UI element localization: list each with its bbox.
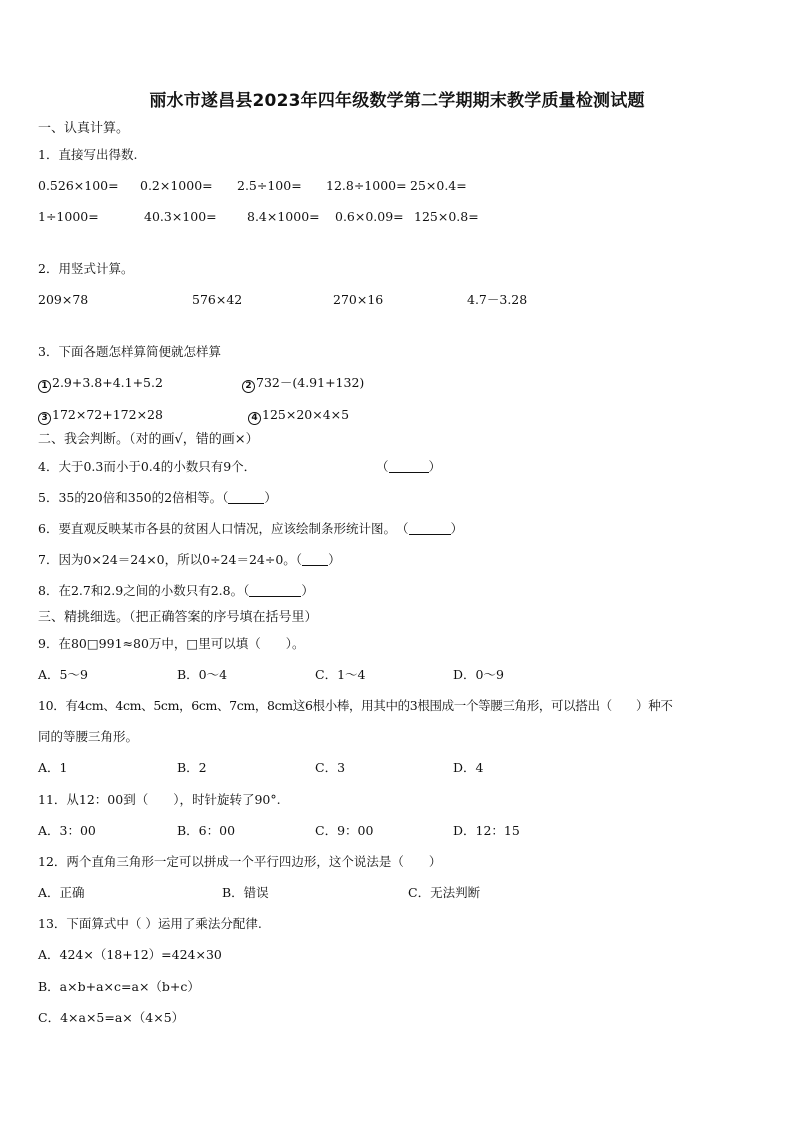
q11-option[interactable]: D．12：15 xyxy=(453,823,520,838)
q2-item: 4.7－3.28 xyxy=(467,292,528,307)
answer-blank[interactable]: （ ） xyxy=(295,552,341,567)
question-11: 11．从12：00到（ ），时针旋转了90°. xyxy=(38,792,281,807)
answer-blank[interactable]: （ ） xyxy=(376,459,442,474)
q1-item: 125×0.8= xyxy=(414,209,479,224)
question-2: 2．用竖式计算。 xyxy=(38,261,134,276)
question-1: 1．直接写出得数. xyxy=(38,147,138,162)
q10-option[interactable]: A．1 xyxy=(38,760,68,775)
q10-option[interactable]: B．2 xyxy=(177,760,207,775)
section-3-heading: 三、精挑细选。（把正确答案的序号填在括号里） xyxy=(38,610,318,625)
q9-option[interactable]: B．0～4 xyxy=(177,667,228,682)
question-7: 7．因为0×24＝24×0，所以0÷24＝24÷0。（ ） xyxy=(38,552,341,567)
question-5: 5．35的20倍和350的2倍相等。（ ） xyxy=(38,490,277,505)
question-8: 8．在2.7和2.9之间的小数只有2.8。（ ） xyxy=(38,583,314,598)
q13-option[interactable]: C．4×a×5=a×（4×5） xyxy=(38,1010,185,1025)
question-9: 9．在80□991≈80万中，□里可以填（ ）。 xyxy=(38,636,305,651)
question-12: 12．两个直角三角形一定可以拼成一个平行四边形，这个说法是（ ） xyxy=(38,854,442,869)
question-6: 6．要直观反映某市各县的贫困人口情况，应该绘制条形统计图。 （ ） xyxy=(38,521,464,536)
section-2-heading: 二、我会判断。（对的画√，错的画×） xyxy=(38,432,259,447)
q13-option[interactable]: B．a×b+a×c=a×（b+c） xyxy=(38,979,200,994)
q3-item: 3 172×72+172×28 xyxy=(38,407,163,425)
q3-item: 1 2.9+3.8+4.1+5.2 xyxy=(38,375,163,393)
q9-option[interactable]: C．1～4 xyxy=(315,667,366,682)
q12-option[interactable]: A．正确 xyxy=(38,885,85,900)
circled-number-icon: 1 xyxy=(38,380,51,393)
q2-item: 270×16 xyxy=(333,292,384,307)
q1-item: 1÷1000= xyxy=(38,209,99,224)
q10-option[interactable]: C．3 xyxy=(315,760,346,775)
q2-item: 209×78 xyxy=(38,292,89,307)
q1-item: 0.6×0.09= xyxy=(335,209,404,224)
q10-option[interactable]: D．4 xyxy=(453,760,484,775)
q9-option[interactable]: A．5～9 xyxy=(38,667,88,682)
q1-item: 0.526×100= xyxy=(38,178,119,193)
q1-item: 0.2×1000= xyxy=(140,178,213,193)
answer-blank[interactable]: （ ） xyxy=(243,583,314,598)
circled-number-icon: 4 xyxy=(248,412,261,425)
section-1-heading: 一、认真计算。 xyxy=(38,121,130,136)
q2-item: 576×42 xyxy=(192,292,243,307)
q1-item: 12.8÷1000= xyxy=(326,178,407,193)
question-13: 13．下面算式中（ ）运用了乘法分配律. xyxy=(38,916,262,931)
q13-option[interactable]: A．424×（18+12）=424×30 xyxy=(38,947,222,962)
q11-option[interactable]: C．9：00 xyxy=(315,823,374,838)
exam-title: 丽水市遂昌县2023年四年级数学第二学期期末教学质量检测试题 xyxy=(149,91,645,111)
q3-item: 2 732－(4.91+132) xyxy=(242,375,364,393)
question-10-cont: 同的等腰三角形。 xyxy=(38,729,139,744)
q1-item: 2.5÷100= xyxy=(237,178,302,193)
q1-item: 25×0.4= xyxy=(410,178,467,193)
q12-option[interactable]: B．错误 xyxy=(222,885,269,900)
question-10: 10．有4cm、4cm、5cm，6cm、7cm，8cm这6根小棒，用其中的3根围成一个等腰三角形，可以搭出（ ）种不 xyxy=(38,698,673,713)
q1-item: 8.4×1000= xyxy=(247,209,320,224)
q12-option[interactable]: C．无法判断 xyxy=(408,885,481,900)
q11-option[interactable]: A．3：00 xyxy=(38,823,96,838)
answer-blank[interactable]: （ ） xyxy=(402,521,464,536)
question-3: 3．下面各题怎样算简便就怎样算 xyxy=(38,344,221,359)
q3-item: 4 125×20×4×5 xyxy=(248,407,349,425)
question-4: 4．大于0.3而小于0.4的小数只有9个． xyxy=(38,459,257,474)
answer-blank[interactable]: （ ） xyxy=(222,490,277,505)
q11-option[interactable]: B．6：00 xyxy=(177,823,236,838)
circled-number-icon: 2 xyxy=(242,380,255,393)
q1-item: 40.3×100= xyxy=(144,209,217,224)
q9-option[interactable]: D．0～9 xyxy=(453,667,504,682)
circled-number-icon: 3 xyxy=(38,412,51,425)
